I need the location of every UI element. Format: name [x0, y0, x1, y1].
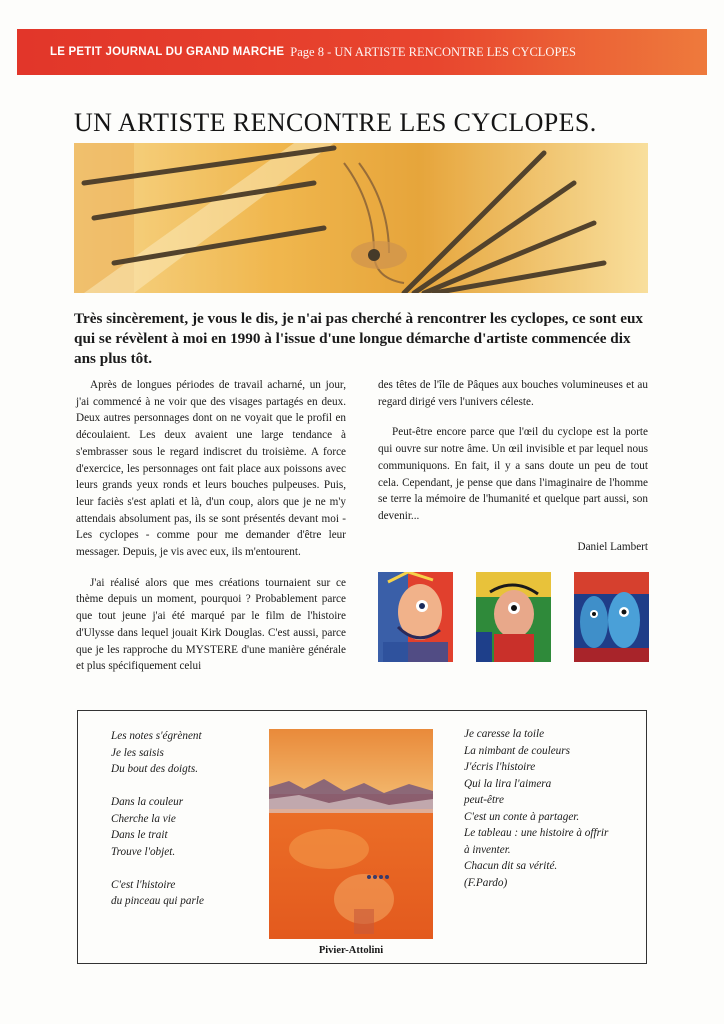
landscape-painting [269, 729, 433, 939]
poem-line: Chacun dit sa vérité. [464, 860, 558, 872]
poem-right-column [464, 726, 608, 891]
poem-line: Du bout des doigts. [111, 763, 199, 775]
article-paragraph: Après de longues périodes de travail acharné, un jour, j'ai commencé à ne voir que des visages partagés en deux. Deux autres personnages dont on ne voyait que le profil en découlaient. Les deux avaient une large tendance à s'embrasser sous le regard indiscret du troisième. A force d'exercice, les personnages ont fait place aux poissons avec leurs grands yeux ronds et leurs bouches pulpeuses. Puis, leur faciès s'est aplati et là, d'un coup, alors que je ne m'y attendais absolument pas, ils se sont présentés devant moi - Les cyclopes - comme pour me demander d'être leur messager. Depuis, je vis avec eux, ils m'entourent. [76, 379, 346, 559]
poem-line: Cherche la vie [111, 812, 176, 825]
poem-box [77, 710, 647, 964]
painting-thumbnail [476, 572, 551, 662]
article-paragraph: J'ai réalisé alors que mes créations tournaient sur ce thème depuis un moment, pourquoi ? Probablement parce que tout jeune j'ai été marqué par le film de l'histoire d'Ulysse dans lequel jouait Kirk Douglas. C'est aussi, parce que je les rapproche du MYSTERE d'une manière générale et plus spécifiquement celui [76, 576, 346, 673]
poem-line: Qui la lira l'aimera [464, 777, 552, 790]
poem-line: peut-être [464, 794, 504, 806]
article-column-left [76, 377, 346, 689]
poem-left-column [111, 728, 204, 910]
article-column-right [378, 377, 648, 569]
painting-caption: Pivier-Attolini [318, 945, 384, 956]
poem-line: à inventer. [464, 843, 511, 856]
author-signature: Daniel Lambert [577, 540, 648, 553]
poem-line: Je les saisis [111, 746, 164, 759]
poem-line: Dans le trait [111, 829, 168, 841]
page-indicator: Page 8 - UN ARTISTE RENCONTRE LES CYCLOPES [290, 44, 576, 59]
hero-image [74, 143, 648, 293]
article-title: UN ARTISTE RENCONTRE LES CYCLOPES. [74, 108, 597, 137]
poem-line: du pinceau qui parle [111, 895, 204, 907]
stanza-gap [111, 860, 204, 877]
header-bar [17, 29, 707, 75]
poem-line: Dans la couleur [111, 796, 184, 808]
article-paragraph: des têtes de l'île de Pâques aux bouches volumineuses et au regard dirigé vers l'univers céleste. [378, 379, 648, 408]
journal-name: LE PETIT JOURNAL DU GRAND MARCHE [50, 46, 285, 58]
poem-line: (F.Pardo) [464, 876, 508, 889]
poem-line: J'écris l'histoire [464, 761, 536, 773]
article-paragraph: Peut-être encore parce que l'œil du cyclope est la porte qui ouvre sur notre âme. Un œil invisible et par lequel nous communiquons. En fait, il y a sans doute un peu de tout cela. Cependant, je pense que dans l'imaginaire de l'homme se terre la mémoire de l'humanité et quelque part aussi, son devenir... [378, 426, 648, 522]
poem-line: Je caresse la toile [464, 728, 545, 740]
painting-thumbnail [574, 572, 649, 662]
stanza-gap [111, 778, 204, 795]
poem-line: Les notes s'égrènent [111, 730, 202, 742]
painting-thumbnail [378, 572, 453, 662]
poem-line: Trouve l'objet. [111, 845, 176, 858]
poem-line: La nimbant de couleurs [464, 744, 570, 757]
poem-line: C'est un conte à partager. [464, 810, 580, 823]
poem-line: Le tableau : une histoire à offrir [464, 827, 609, 839]
poem-line: C'est l'histoire [111, 878, 176, 891]
article-lead: Très sincèrement, je vous le dis, je n'ai pas cherché à rencontrer les cyclopes, ce sont eux qui se révèlent à moi en 1990 à l'issue d'une longue démarche d'artiste commencée dix ans plus tôt. [74, 310, 644, 367]
